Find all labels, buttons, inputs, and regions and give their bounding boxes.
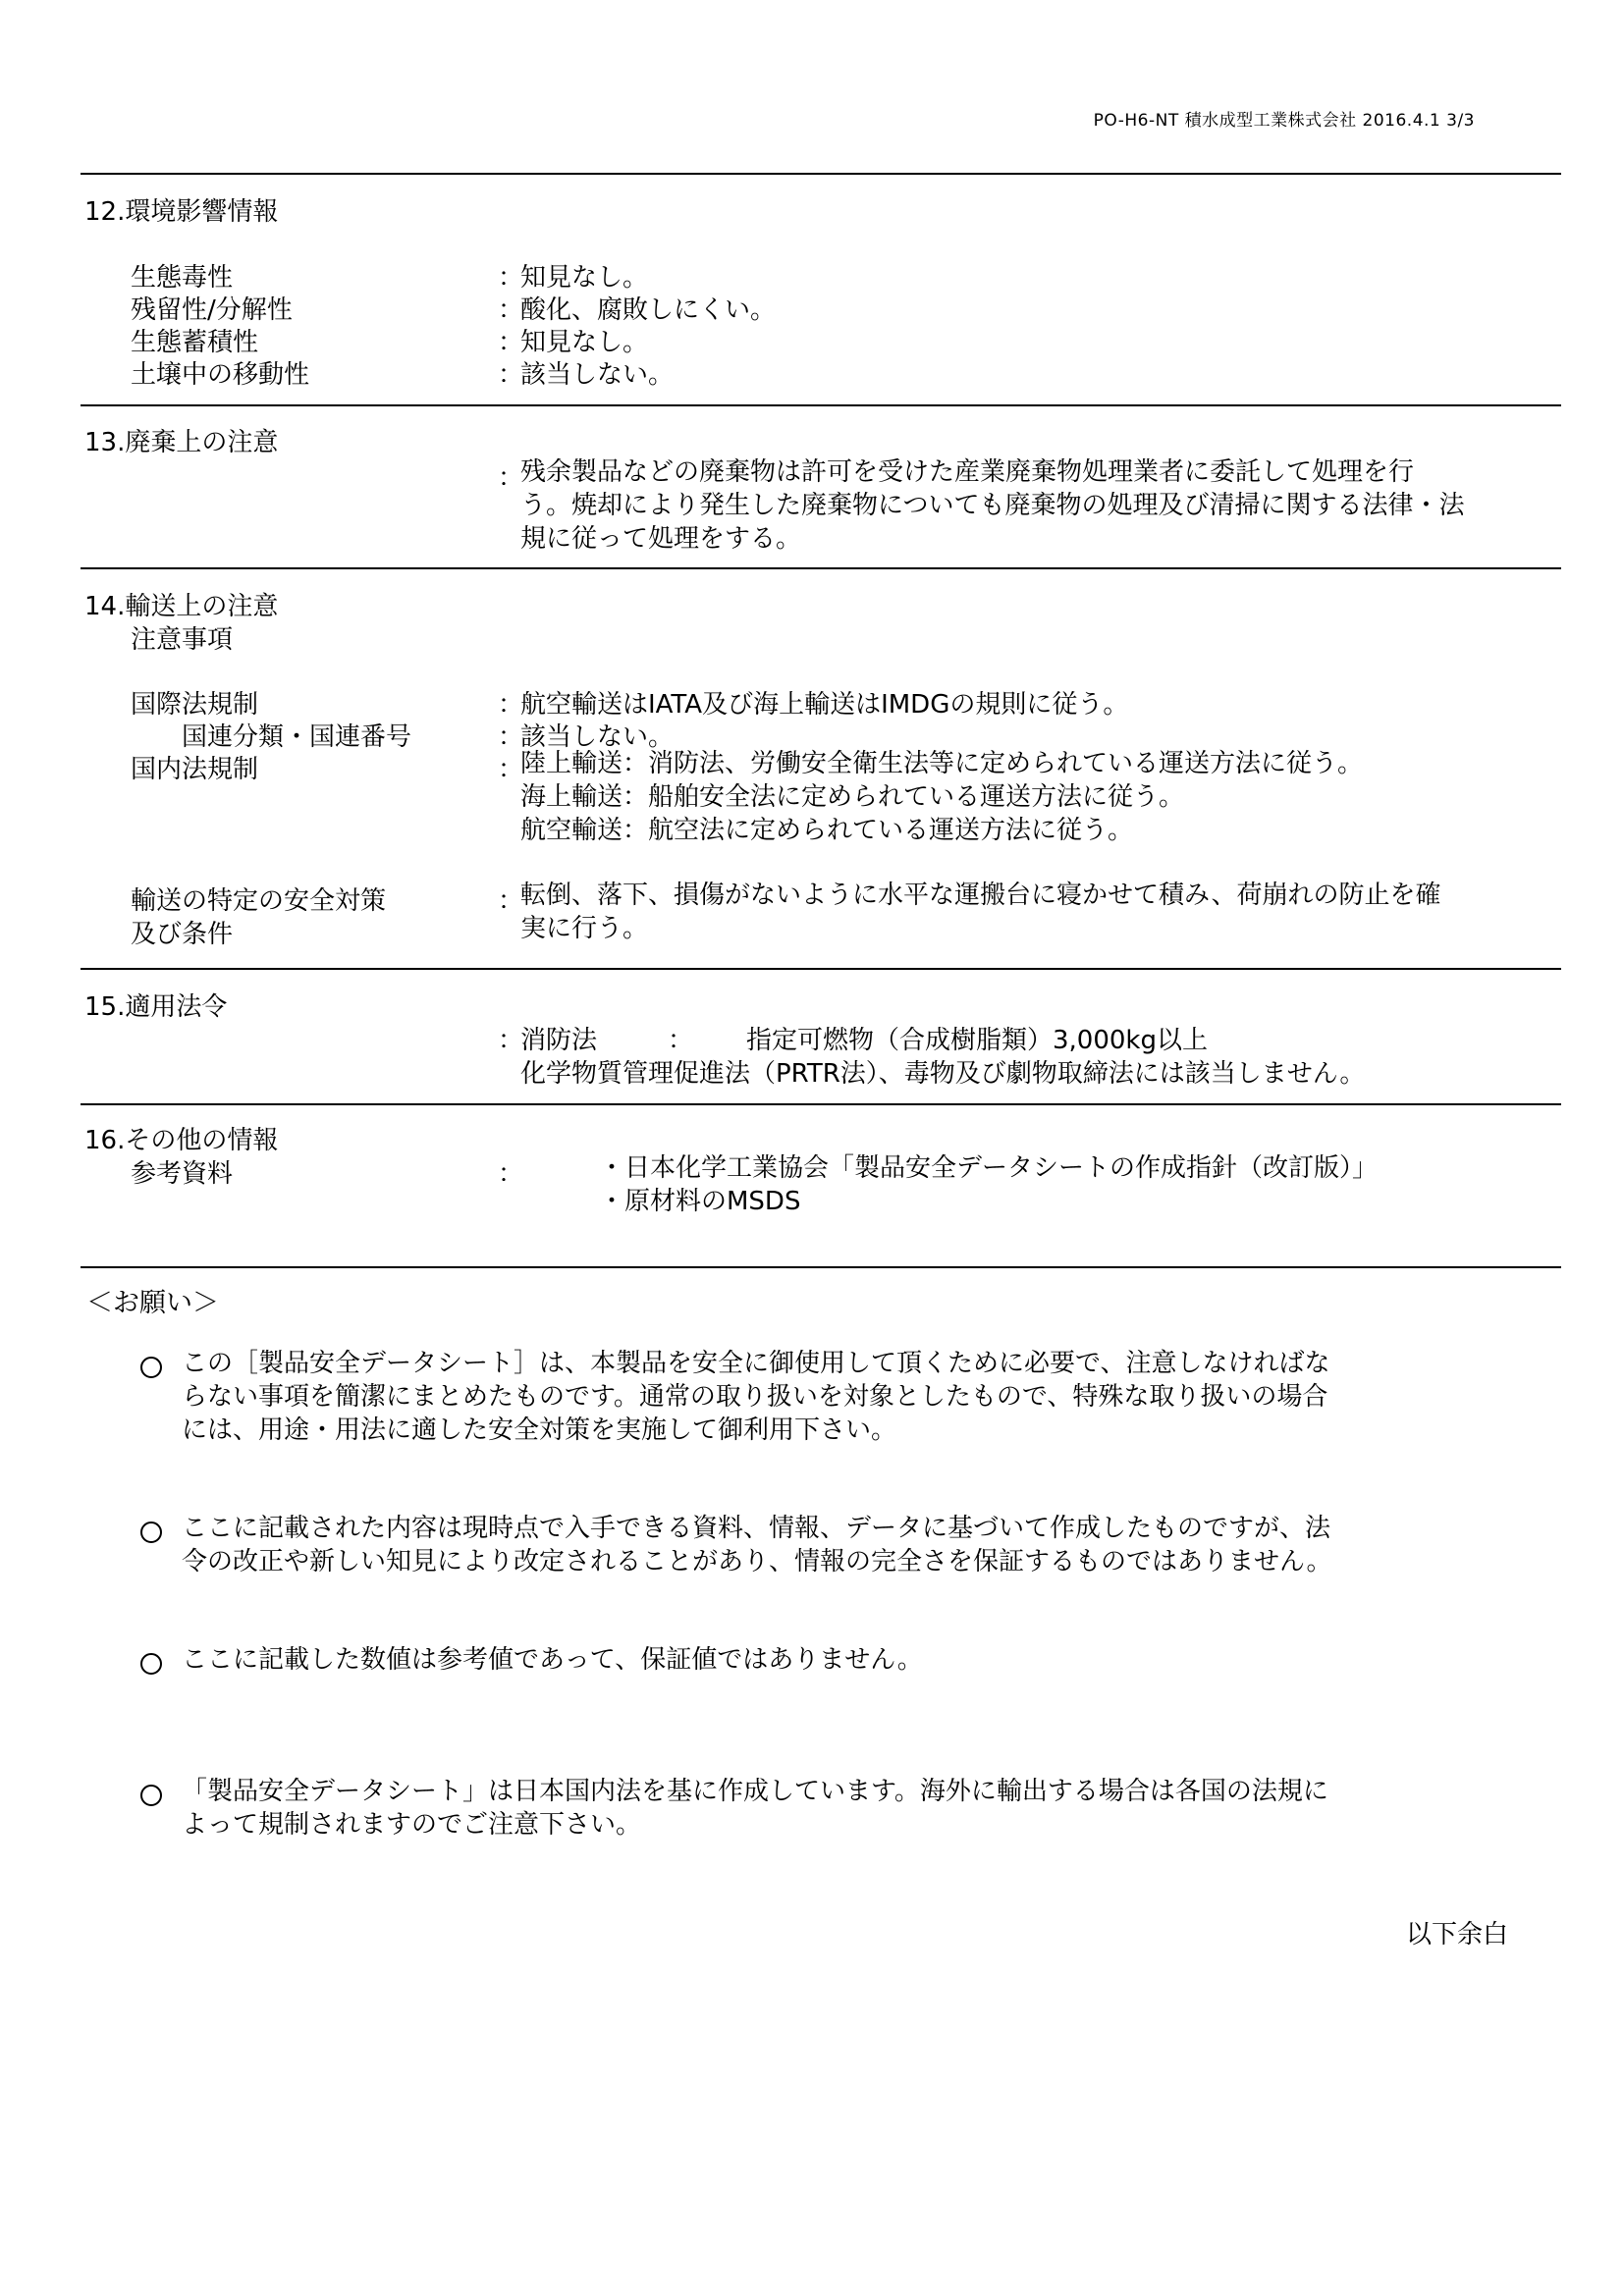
request-line: 令の改正や新しい知見により改定されることがあり、情報の完全さを保証するものではありません。 bbox=[182, 1547, 1332, 1576]
intl-regulation-label: 国際法規制 bbox=[131, 690, 259, 720]
circle-bullet-icon bbox=[140, 1521, 162, 1550]
soil-mobility-label: 土壌中の移動性 bbox=[131, 360, 310, 390]
special-safety-text bbox=[520, 879, 1441, 945]
divider bbox=[81, 173, 1561, 175]
un-classification-value: 該当しない。 bbox=[520, 722, 675, 752]
persistence-label: 残留性/分解性 bbox=[131, 295, 293, 325]
colon: ： bbox=[498, 690, 524, 720]
circle-bullet-icon bbox=[140, 1356, 162, 1385]
disposal-line: 規に従って処理をする。 bbox=[520, 524, 802, 554]
request-line: よって規制されますのでご注意下さい。 bbox=[182, 1810, 642, 1840]
colon: ： bbox=[498, 722, 524, 752]
disposal-line: う。焼却により発生した廃棄物についても廃棄物の処理及び清掃に関する法律・法 bbox=[520, 491, 1465, 520]
eco-toxicity-value: 知見なし。 bbox=[520, 263, 649, 293]
section-14-title: 14.輸送上の注意 bbox=[84, 592, 279, 621]
reference-item: ・日本化学工業協会「製品安全データシートの作成指針（改訂版）」 bbox=[599, 1153, 1379, 1183]
request-line: らない事項を簡潔にまとめたものです。通常の取り扱いを対象としたもので、特殊な取り扱いの場合 bbox=[182, 1382, 1328, 1412]
fire-law-name: 消防法 bbox=[520, 1026, 598, 1055]
request-line: ここに記載した数値は参考値であって、保証値ではありません。 bbox=[182, 1645, 923, 1675]
eco-toxicity-label: 生態毒性 bbox=[131, 263, 234, 293]
special-safety-line: 転倒、落下、損傷がないように水平な運搬台に寝かせて積み、荷崩れの防止を確 bbox=[520, 881, 1441, 910]
divider bbox=[81, 1266, 1561, 1268]
colon: ： bbox=[498, 1026, 524, 1055]
air-transport-line: 航空輸送：航空法に定められている運送方法に従う。 bbox=[520, 816, 1134, 845]
end-of-document-note: 以下余白 bbox=[1405, 1920, 1508, 1949]
intl-regulation-value: 航空輸送はIATA及び海上輸送はIMDGの規則に従う。 bbox=[520, 690, 1129, 720]
colon: ： bbox=[498, 886, 524, 916]
special-safety-label-2: 及び条件 bbox=[131, 920, 234, 949]
request-line: ここに記載された内容は現時点で入手できる資料、情報、データに基づいて作成したものですが、法 bbox=[182, 1514, 1331, 1543]
soil-mobility-value: 該当しない。 bbox=[520, 360, 675, 390]
request-line: には、用途・用法に適した安全対策を実施して御利用下さい。 bbox=[182, 1415, 897, 1445]
request-line: この［製品安全データシート］は、本製品を安全に御使用して頂くために必要で、注意しなければな bbox=[182, 1349, 1330, 1378]
request-line: 「製品安全データシート」は日本国内法を基に作成しています。海外に輸出する場合は各国の法規に bbox=[182, 1777, 1328, 1806]
fire-law-value: 指定可燃物（合成樹脂類）3,000kg以上 bbox=[746, 1026, 1208, 1055]
section-13-title: 13.廃棄上の注意 bbox=[84, 428, 279, 457]
circle-bullet-icon bbox=[140, 1652, 162, 1682]
special-safety-line: 実に行う。 bbox=[520, 914, 649, 943]
bioaccumulation-value: 知見なし。 bbox=[520, 328, 649, 357]
section-12-title: 12.環境影響情報 bbox=[84, 197, 279, 227]
domestic-regulation-values bbox=[520, 747, 1363, 847]
land-transport-line: 陸上輸送：消防法、労働安全衛生法等に定められている運送方法に従う。 bbox=[520, 749, 1364, 778]
request-item bbox=[182, 1775, 1328, 1842]
fire-law-separator: ： bbox=[668, 1026, 694, 1055]
divider bbox=[81, 968, 1561, 970]
disposal-text bbox=[520, 455, 1464, 556]
transport-subtitle: 注意事項 bbox=[131, 625, 234, 655]
un-classification-label: 国連分類・国連番号 bbox=[182, 722, 412, 752]
section-16-title: 16.その他の情報 bbox=[84, 1126, 279, 1155]
divider bbox=[81, 1103, 1561, 1105]
disposal-line: 残余製品などの廃棄物は許可を受けた産業廃棄物処理業者に委託して処理を行 bbox=[520, 457, 1415, 487]
colon: ： bbox=[498, 360, 524, 390]
sea-transport-line: 海上輸送：船舶安全法に定められている運送方法に従う。 bbox=[520, 782, 1185, 812]
reference-item: ・原材料のMSDS bbox=[599, 1187, 801, 1216]
request-item bbox=[182, 1512, 1332, 1578]
domestic-regulation-label: 国内法規制 bbox=[131, 755, 259, 784]
document-header: PO-H6-NT 積水成型工業株式会社 2016.4.1 3/3 bbox=[1093, 111, 1475, 131]
colon: ： bbox=[498, 328, 524, 357]
special-safety-label: 輸送の特定の安全対策 bbox=[131, 886, 387, 916]
requests-title: ＜お願い＞ bbox=[86, 1288, 219, 1318]
request-item bbox=[182, 1347, 1329, 1447]
other-laws-text: 化学物質管理促進法（PRTR法）、毒物及び劇物取締法には該当しません。 bbox=[520, 1059, 1366, 1089]
references-list bbox=[599, 1151, 1378, 1218]
references-label: 参考資料 bbox=[131, 1159, 234, 1189]
divider bbox=[81, 567, 1561, 569]
persistence-value: 酸化、腐敗しにくい。 bbox=[520, 295, 777, 325]
divider bbox=[81, 404, 1561, 406]
colon: ： bbox=[498, 463, 524, 493]
request-item bbox=[182, 1643, 923, 1677]
colon: ： bbox=[498, 295, 524, 325]
bioaccumulation-label: 生態蓄積性 bbox=[131, 328, 259, 357]
colon: ： bbox=[498, 263, 524, 293]
colon: ： bbox=[498, 755, 524, 784]
section-15-title: 15.適用法令 bbox=[84, 992, 228, 1022]
colon: ： bbox=[498, 1159, 524, 1189]
circle-bullet-icon bbox=[140, 1784, 162, 1813]
